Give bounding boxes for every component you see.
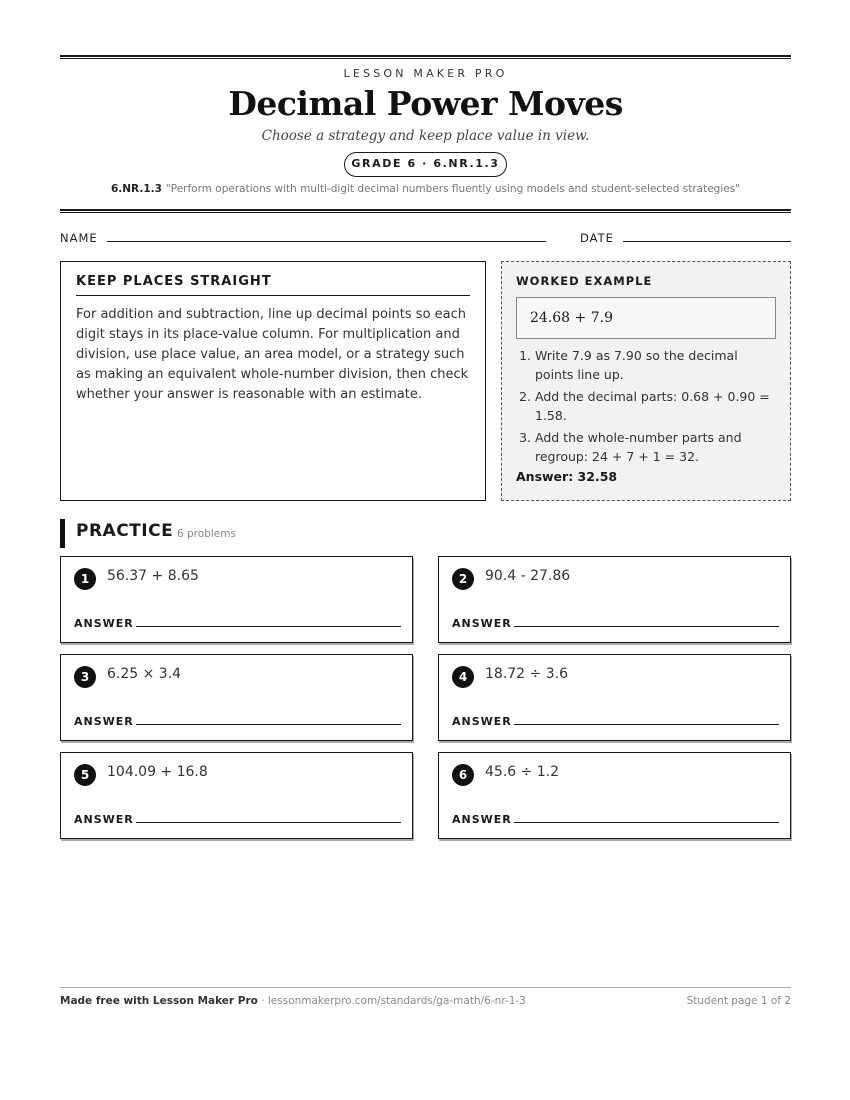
problem-card [60,752,413,839]
worked-example-heading: WORKED EXAMPLE [516,274,653,288]
answer-label: ANSWER [452,617,512,630]
step-item [516,428,776,466]
problem-number-badge: 3 [74,666,96,688]
problem-text: 45.6 ÷ 1.2 [485,764,560,780]
problem-card [438,556,791,643]
footer-credit [60,995,526,1007]
step-item [516,387,776,425]
problem-text: 18.72 ÷ 3.6 [485,666,568,682]
brand-label: LESSON MAKER PRO [343,67,508,80]
step-text: Write 7.9 as 7.90 so the decimal points line up. [535,348,738,382]
step-number: 1. [519,348,531,363]
answer-label: ANSWER [452,715,512,728]
answer-label: ANSWER [452,813,512,826]
problem-number-badge: 4 [452,666,474,688]
step-text: Add the decimal parts: 0.68 + 0.90 = 1.58. [535,389,770,423]
problem-card [60,654,413,741]
problem-text: 90.4 - 27.86 [485,568,571,584]
header-bottom-rule [60,209,791,213]
problem-card [438,654,791,741]
worked-example-steps [516,346,776,466]
standard-line [60,183,791,195]
answer-line[interactable] [514,626,779,627]
worksheet-page [60,0,791,1100]
worked-example-answer: Answer: 32.58 [516,469,618,484]
problem-text: 6.25 × 3.4 [107,666,182,682]
answer-line[interactable] [136,626,401,627]
footer-page-number: Student page 1 of 2 [686,995,791,1007]
answer-line[interactable] [514,822,779,823]
problem-number-badge: 1 [74,568,96,590]
problem-number-badge: 6 [452,764,474,786]
worked-example-expression: 24.68 + 7.9 [516,297,776,339]
practice-count: 6 problems [177,528,236,540]
practice-accent-bar [60,519,65,548]
footer-rule [60,987,791,988]
practice-heading: PRACTICE [76,521,174,541]
step-text: Add the whole-number parts and regroup: 24 + 7 + 1 = 32. [535,430,742,464]
step-number: 2. [519,389,531,404]
footer-brand: Made free with Lesson Maker Pro [60,995,258,1007]
problem-number-badge: 5 [74,764,96,786]
date-field[interactable] [623,241,791,242]
keep-places-box [60,261,486,501]
step-item [516,346,776,384]
answer-label: ANSWER [74,813,134,826]
problem-card [438,752,791,839]
worked-example-box [501,261,791,501]
problem-text: 104.09 + 16.8 [107,764,208,780]
name-field[interactable] [107,241,546,242]
answer-label: ANSWER [74,617,134,630]
step-number: 3. [519,430,531,445]
answer-line[interactable] [514,724,779,725]
answer-line[interactable] [136,724,401,725]
footer-url[interactable]: · lessonmakerpro.com/standards/ga-math/6-nr-1-3 [257,995,526,1007]
date-label: DATE [580,231,614,245]
answer-label: ANSWER [74,715,134,728]
name-label: NAME [60,231,98,245]
answer-line[interactable] [136,822,401,823]
page-title: Decimal Power Moves [228,84,623,123]
standard-code: 6.NR.1.3 [110,183,162,195]
grade-badge: GRADE 6 · 6.NR.1.3 [344,152,507,177]
problem-card [60,556,413,643]
header-top-rule [60,55,791,59]
problem-text: 56.37 + 8.65 [107,568,199,584]
keep-places-text: For addition and subtraction, line up decimal points so each digit stays in its place-value column. For multiplication and division, use place value, an area model, or a strategy such as making an equivalent whole-number division, then check whether your answer is reasonable with an estimate. [76,307,469,402]
standard-text: "Perform operations with multi-digit decimal numbers fluently using models and student-selected strategies" [165,183,741,195]
keep-places-heading: KEEP PLACES STRAIGHT [76,274,470,296]
problem-number-badge: 2 [452,568,474,590]
page-subtitle: Choose a strategy and keep place value in view. [261,128,590,144]
